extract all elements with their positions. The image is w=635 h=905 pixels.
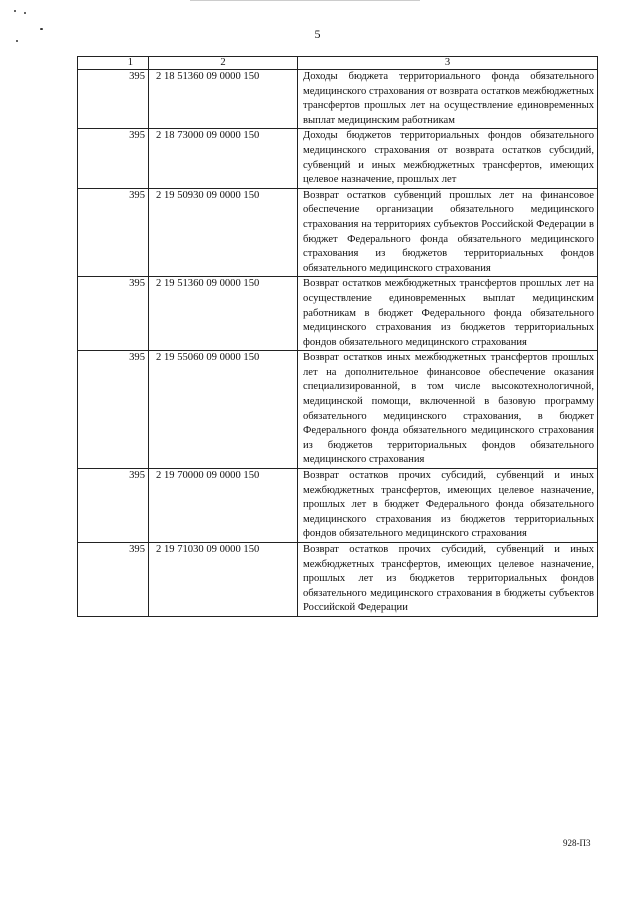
column-header-3: 3 — [298, 57, 598, 70]
table-row — [78, 188, 598, 277]
admin-code-cell: 395 — [78, 129, 149, 188]
description-cell: Возврат остатков прочих субсидий, субвенций и иных межбюджетных трансфертов, имеющих целевое назначение, прошлых лет в бюджет Федерального фонда обязательного медицинского страхования из бюджетов территориальных фондов обязательного медицинского страхования — [298, 469, 598, 543]
scan-speck — [24, 12, 26, 14]
kbk-code-cell: 2 19 71030 09 0000 150 — [149, 543, 298, 617]
description-cell: Возврат остатков прочих субсидий, субвенций и иных межбюджетных трансфертов, имеющих целевое назначение, прошлых лет из бюджетов территориальных фондов обязательного медицинского страхования в бюджеты субъектов Российской Федерации — [298, 543, 598, 617]
table-row — [78, 129, 598, 188]
description-cell: Доходы бюджета территориального фонда обязательного медицинского страхования от возврата остатков межбюджетных трансфертов прошлых лет на осуществление единовременных выплат медицинским работникам — [298, 70, 598, 129]
kbk-table — [77, 56, 598, 617]
description-cell: Возврат остатков субвенций прошлых лет на финансовое обеспечение организации обязательного медицинского страхования на территориях субъектов Российской Федерации в бюджет Федерального фонда обязательного медицинского страхования из бюджетов территориальных фондов обязательного медицинского страхования — [298, 188, 598, 277]
document-footer-code: 928-П3 — [563, 838, 591, 848]
scan-top-edge — [190, 0, 420, 1]
description-cell: Возврат остатков межбюджетных трансфертов прошлых лет на осуществление единовременных выплат медицинским работникам в бюджет Федерального фонда обязательного медицинского страхования из бюджетов территориальных фондов обязательного медицинского страхования — [298, 277, 598, 351]
kbk-code-cell: 2 19 51360 09 0000 150 — [149, 277, 298, 351]
kbk-code-cell: 2 19 70000 09 0000 150 — [149, 469, 298, 543]
column-header-1: 1 — [78, 57, 149, 70]
description-cell: Доходы бюджетов территориальных фондов обязательного медицинского страхования от возврата остатков субсидий, субвенций и иных межбюджетных трансфертов, имеющих целевое назначение, прошлых лет — [298, 129, 598, 188]
admin-code-cell: 395 — [78, 469, 149, 543]
admin-code-cell: 395 — [78, 277, 149, 351]
description-cell: Возврат остатков иных межбюджетных трансфертов прошлых лет на дополнительное финансовое обеспечение оказания специализированной, в том числе высокотехнологичной, медицинской помощи, включенной в базовую программу обязательного медицинского страхования, в бюджет Федерального фонда обязательного медицинского страхования из бюджетов территориальных фондов обязательного медицинского страхования — [298, 351, 598, 469]
kbk-code-cell: 2 19 55060 09 0000 150 — [149, 351, 298, 469]
table-row — [78, 277, 598, 351]
kbk-code-cell: 2 18 73000 09 0000 150 — [149, 129, 298, 188]
page-number: 5 — [314, 27, 321, 41]
table-row — [78, 351, 598, 469]
admin-code-cell: 395 — [78, 543, 149, 617]
kbk-code-cell: 2 19 50930 09 0000 150 — [149, 188, 298, 277]
column-header-2: 2 — [149, 57, 298, 70]
scan-speck — [14, 10, 16, 12]
admin-code-cell: 395 — [78, 188, 149, 277]
table-header-row — [78, 57, 598, 70]
admin-code-cell: 395 — [78, 351, 149, 469]
table-row — [78, 70, 598, 129]
admin-code-cell: 395 — [78, 70, 149, 129]
table-row — [78, 469, 598, 543]
kbk-code-cell: 2 18 51360 09 0000 150 — [149, 70, 298, 129]
table-row — [78, 543, 598, 617]
